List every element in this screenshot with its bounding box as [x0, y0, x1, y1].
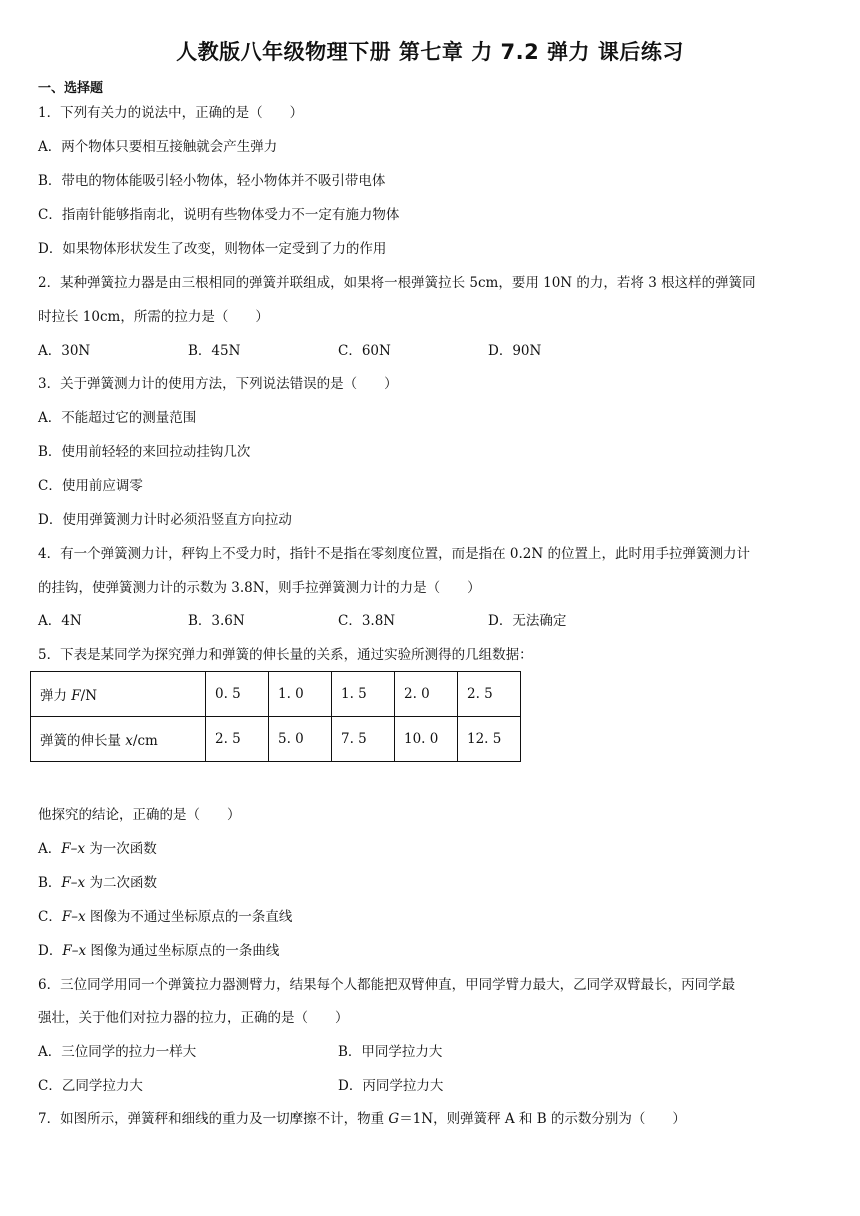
q4-option-c: C．3.8N: [338, 613, 396, 629]
q5-option-c: C．F–x 图像为不通过坐标原点的一条直线: [38, 909, 293, 925]
question-5: 5．下表是某同学为探究弹力和弹簧的伸长量的关系，通过实验所测得的几组数据：: [38, 647, 533, 663]
table-cell: 7. 5: [332, 717, 395, 762]
table-row: [31, 717, 521, 762]
q6-option-d: D．丙同学拉力大: [338, 1078, 444, 1094]
table-cell: 2. 5: [458, 672, 521, 717]
table-cell: 2. 0: [395, 672, 458, 717]
q6-option-a: A．三位同学的拉力一样大: [38, 1044, 197, 1060]
q3-option-b: B．使用前轻轻的来回拉动挂钩几次: [38, 444, 251, 460]
q1-option-a: A．两个物体只要相互接触就会产生弹力: [38, 139, 278, 155]
question-6-line-2: 强壮，关于他们对拉力器的拉力，正确的是（ ）: [38, 1010, 349, 1026]
page-title: 人教版八年级物理下册 第七章 力 7.2 弹力 课后练习: [176, 40, 684, 64]
q6-option-c: C．乙同学拉力大: [38, 1078, 143, 1094]
table-row-header: 弹簧的伸长量 x/cm: [31, 717, 206, 762]
q3-option-c: C．使用前应调零: [38, 478, 143, 494]
data-table: [30, 671, 521, 762]
question-4-line-2: 的挂钩，使弹簧测力计的示数为 3.8N，则手拉弹簧测力计的力是（ ）: [38, 580, 481, 596]
q5-option-b: B．F–x 为二次函数: [38, 875, 157, 891]
q4-option-a: A．4N: [38, 613, 82, 629]
table-cell: 5. 0: [269, 717, 332, 762]
table-row-header: 弹力 F/N: [31, 672, 206, 717]
q6-option-b: B．甲同学拉力大: [338, 1044, 443, 1060]
question-6-line-1: 6．三位同学用同一个弹簧拉力器测臂力，结果每个人都能把双臂伸直，甲同学臂力最大，乙同学双臂最长，丙同学最: [38, 977, 736, 993]
q1-option-c: C．指南针能够指南北，说明有些物体受力不一定有施力物体: [38, 207, 400, 223]
q4-option-b: B．3.6N: [188, 613, 245, 629]
table-cell: 12. 5: [458, 717, 521, 762]
table-cell: 0. 5: [206, 672, 269, 717]
table-cell: 1. 5: [332, 672, 395, 717]
table-cell: 10. 0: [395, 717, 458, 762]
question-7: 7．如图所示，弹簧秤和细线的重力及一切摩擦不计，物重 G＝1N，则弹簧秤 A 和 B 的示数分别为（ ）: [38, 1111, 686, 1127]
q3-option-d: D．使用弹簧测力计时必须沿竖直方向拉动: [38, 512, 292, 528]
question-2-line-2: 时拉长 10cm，所需的拉力是（ ）: [38, 309, 269, 325]
section-heading: 一、选择题: [38, 81, 104, 96]
question-5-prompt: 他探究的结论，正确的是（ ）: [38, 807, 241, 823]
q2-option-c: C．60N: [338, 343, 391, 359]
table-cell: 2. 5: [206, 717, 269, 762]
q2-option-b: B．45N: [188, 343, 241, 359]
q4-option-d: D．无法确定: [488, 613, 567, 629]
q5-option-a: A．F–x 为一次函数: [38, 841, 157, 857]
q5-option-d: D．F–x 图像为通过坐标原点的一条曲线: [38, 943, 280, 959]
q3-option-a: A．不能超过它的测量范围: [38, 410, 197, 426]
question-3: 3．关于弹簧测力计的使用方法，下列说法错误的是（ ）: [38, 376, 398, 392]
q1-option-b: B．带电的物体能吸引轻小物体，轻小物体并不吸引带电体: [38, 173, 386, 189]
q2-option-d: D．90N: [488, 343, 542, 359]
table-cell: 1. 0: [269, 672, 332, 717]
q1-option-d: D．如果物体形状发生了改变，则物体一定受到了力的作用: [38, 241, 387, 257]
question-4-line-1: 4．有一个弹簧测力计，秤钩上不受力时，指针不是指在零刻度位置，而是指在 0.2N 的位置上，此时用手拉弹簧测力计: [38, 546, 750, 562]
table-row: [31, 672, 521, 717]
question-1: 1．下列有关力的说法中，正确的是（ ）: [38, 105, 304, 121]
q2-option-a: A．30N: [38, 343, 91, 359]
question-2-line-1: 2．某种弹簧拉力器是由三根相同的弹簧并联组成，如果将一根弹簧拉长 5cm，要用 10N 的力，若将 3 根这样的弹簧同: [38, 275, 756, 291]
